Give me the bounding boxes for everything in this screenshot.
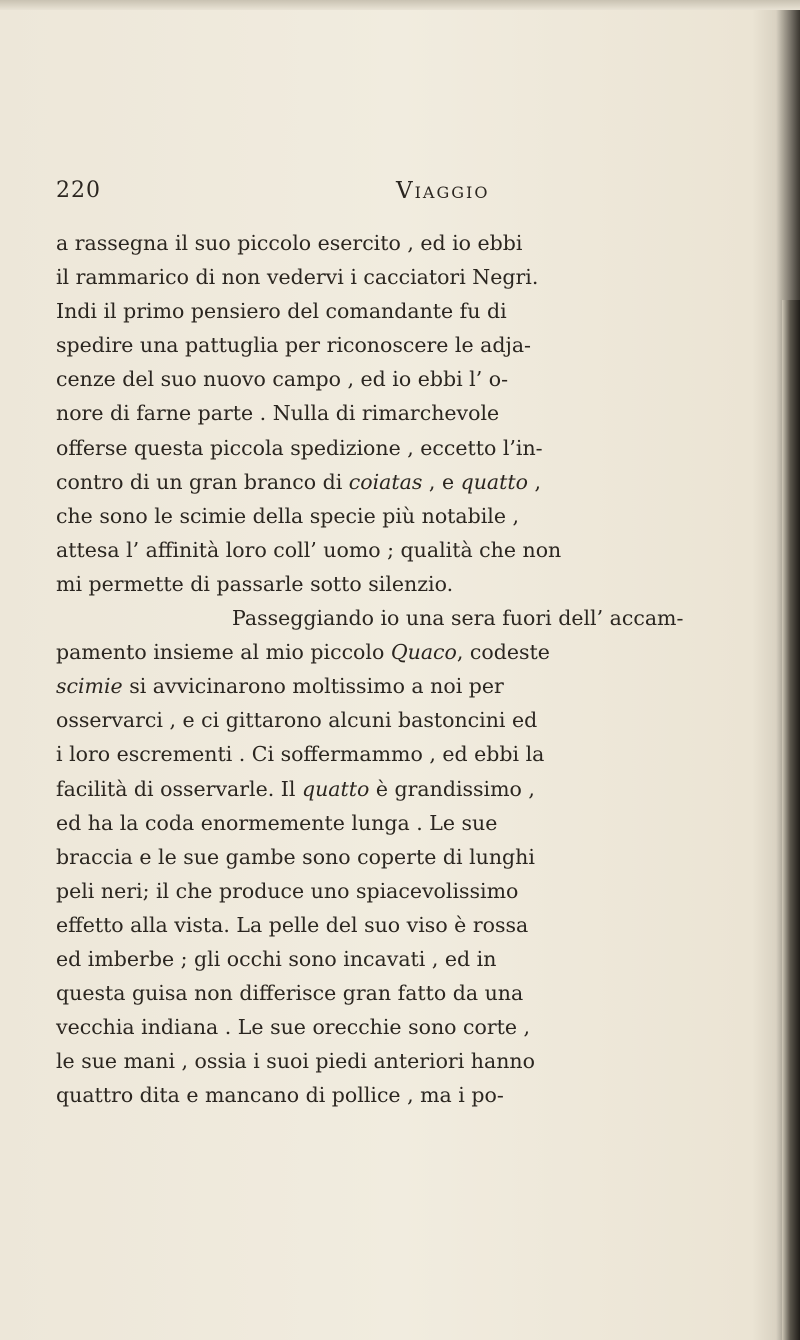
text-line xyxy=(56,874,746,908)
text-fragment: Indi il primo pensiero del comandante fu di xyxy=(56,299,507,324)
text-line xyxy=(56,260,746,294)
page-header xyxy=(56,178,716,214)
text-fragment: quattro dita e mancano di pollice , ma i po- xyxy=(56,1083,504,1108)
body-text xyxy=(56,226,746,1112)
text-fragment: nore di farne parte . Nulla di rimarchevole xyxy=(56,401,500,426)
text-line xyxy=(56,635,746,669)
text-line xyxy=(56,226,746,260)
text-line xyxy=(56,601,746,635)
text-fragment: a rassegna il suo piccolo esercito , ed io ebbi xyxy=(56,231,523,255)
text-fragment: cenze del suo nuovo campo , ed io ebbi l’ o- xyxy=(56,367,509,392)
running-title: Viaggio xyxy=(396,178,490,204)
text-line xyxy=(56,772,746,806)
text-fragment: osservarci , e ci gittarono alcuni bastoncini ed xyxy=(56,708,538,733)
text-line xyxy=(56,465,746,499)
text-fragment: pamento insieme al mio piccolo xyxy=(56,640,391,665)
text-line xyxy=(56,294,746,328)
text-line xyxy=(56,737,746,771)
italic-term: quatto xyxy=(301,776,370,801)
text-line xyxy=(56,1044,746,1078)
text-line xyxy=(56,840,746,874)
text-line xyxy=(56,362,746,396)
text-line xyxy=(56,533,746,567)
text-line xyxy=(56,942,746,976)
text-fragment: contro di un gran branco di xyxy=(56,469,349,494)
page-binding-edge xyxy=(782,300,800,1340)
text-line xyxy=(56,669,746,703)
text-fragment: , xyxy=(527,469,542,494)
text-fragment: ed ha la coda enormemente lunga . Le sue xyxy=(56,810,498,835)
italic-term: scimie xyxy=(56,674,123,699)
text-fragment: vecchia indiana . Le sue orecchie sono corte , xyxy=(56,1015,531,1040)
text-fragment: , codeste xyxy=(456,640,550,665)
text-fragment: peli neri; il che produce uno spiacevolissimo xyxy=(56,878,519,903)
text-line xyxy=(56,328,746,362)
text-fragment: , e xyxy=(422,469,461,494)
text-fragment: questa guisa non differisce gran fatto da una xyxy=(56,981,524,1006)
italic-term: Quaco xyxy=(390,640,457,665)
page-top-edge xyxy=(0,0,800,10)
text-line xyxy=(56,396,746,430)
text-line xyxy=(56,1078,746,1112)
text-line xyxy=(56,567,746,601)
italic-term: quatto xyxy=(460,469,528,494)
text-fragment: attesa l’ affinità loro coll’ uomo ; qualità che non xyxy=(56,537,562,562)
text-fragment: si avvicinarono moltissimo a noi per xyxy=(122,674,504,699)
text-fragment: ed imberbe ; gli occhi sono incavati , ed in xyxy=(56,946,497,971)
text-line xyxy=(56,499,746,533)
text-line xyxy=(56,908,746,942)
text-fragment: è grandissimo , xyxy=(369,776,535,801)
text-line xyxy=(56,806,746,840)
text-fragment: le sue mani , ossia i suoi piedi anteriori hanno xyxy=(56,1049,535,1074)
text-fragment: Passeggiando io una sera fuori dell’ accam- xyxy=(232,606,684,631)
text-fragment: i loro escrementi . Ci soffermammo , ed ebbi la xyxy=(56,742,545,767)
text-fragment: offerse questa piccola spedizione , eccetto l’in- xyxy=(56,435,543,460)
text-line xyxy=(56,431,746,465)
text-fragment: effetto alla vista. La pelle del suo viso è rossa xyxy=(56,912,529,937)
text-fragment: spedire una pattuglia per riconoscere le adja- xyxy=(56,333,531,358)
page-number: 220 xyxy=(56,178,101,203)
text-fragment: il rammarico di non vedervi i cacciatori Negri. xyxy=(56,265,539,290)
text-fragment: braccia e le sue gambe sono coperte di lunghi xyxy=(56,844,535,869)
text-fragment: facilità di osservarle. Il xyxy=(56,776,302,801)
text-line xyxy=(56,976,746,1010)
text-fragment: che sono le scimie della specie più notabile , xyxy=(56,503,520,528)
text-line xyxy=(56,1010,746,1044)
text-line xyxy=(56,703,746,737)
italic-term: coiatas xyxy=(348,469,423,494)
text-fragment: mi permette di passarle sotto silenzio. xyxy=(56,571,454,596)
